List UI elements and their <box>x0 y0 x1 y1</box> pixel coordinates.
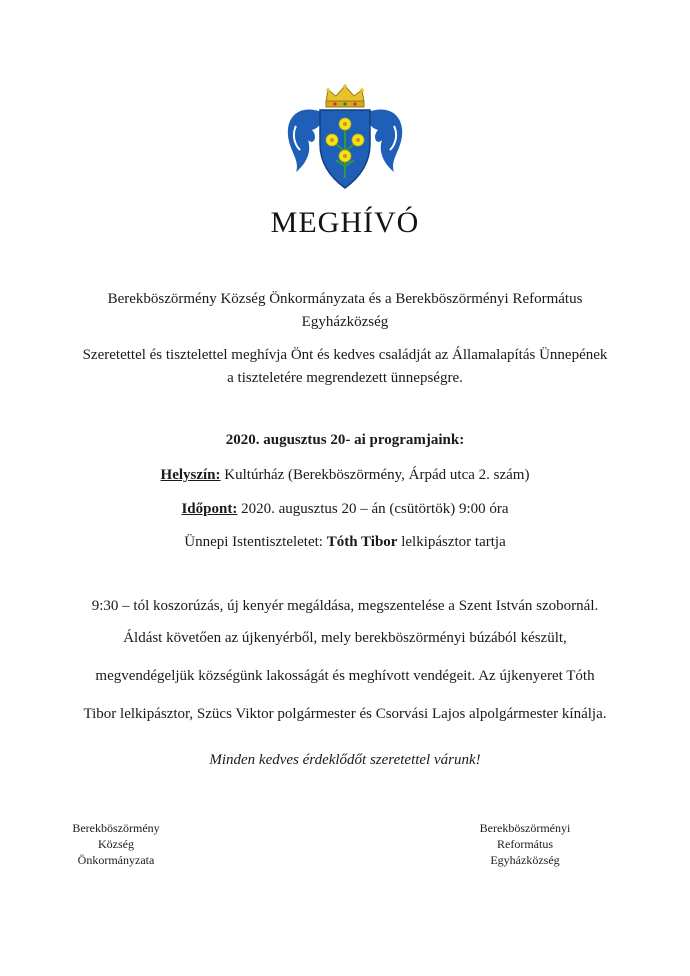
signature-right-line-1: Berekböszörményi <box>479 821 571 835</box>
location-label: Helyszín: <box>160 467 221 483</box>
location-row <box>0 467 690 484</box>
details-line-4: Tibor lelkipásztor, Szücs Viktor polgármester és Csorvási Lajos alpolgármester kínálja. <box>83 706 607 722</box>
closing-line: Minden kedves érdeklődőt szeretettel várunk! <box>209 752 481 768</box>
details-line-2: Áldást követően az újkenyérből, mely berekböszörményi búzából készült, <box>123 630 567 646</box>
signature-right-line-3: Egyházközség <box>490 853 560 867</box>
service-suffix: lelkipásztor tartja <box>397 534 506 550</box>
service-prefix: Ünnepi Istentiszteletet: <box>184 534 327 550</box>
location-value: Kultúrház (Berekböszörmény, Árpád utca 2. szám) <box>224 467 530 483</box>
service-name: Tóth Tibor <box>326 534 398 550</box>
signature-right <box>456 820 594 868</box>
time-value: 2020. augusztus 20 – án (csütörtök) 9:00 óra <box>241 501 509 517</box>
time-row <box>0 501 690 518</box>
signature-left-line-1: Berekböszörmény <box>72 821 160 835</box>
details-line-3: megvendégeljük községünk lakosságát és meghívott vendégeit. Az újkenyeret Tóth <box>95 668 595 684</box>
document-title: MEGHÍVÓ <box>270 206 420 239</box>
signature-left <box>52 820 180 868</box>
organizers-line-2: Egyházközség <box>301 314 389 330</box>
program-heading: 2020. augusztus 20- ai programjaink: <box>225 432 465 448</box>
signature-left-line-2: Község <box>98 837 134 851</box>
signature-right-line-2: Református <box>497 837 553 851</box>
coat-of-arms-icon <box>282 82 408 194</box>
invitation-line-1: Szeretettel és tisztelettel meghívja Önt és kedves családját az Államalapítás Ünnepének <box>82 347 608 363</box>
organizers-line-1: Berekböszörmény Község Önkormányzata és a Berekböszörményi Református <box>107 291 583 307</box>
signature-left-line-3: Önkormányzata <box>77 853 155 867</box>
time-label: Időpont: <box>181 501 238 517</box>
details-line-1: 9:30 – tól koszorúzás, új kenyér megáldása, megszentelése a Szent István szobornál. <box>91 598 599 614</box>
invitation-line-2: a tiszteletére megrendezett ünnepségre. <box>227 370 463 386</box>
service-row <box>0 534 690 551</box>
